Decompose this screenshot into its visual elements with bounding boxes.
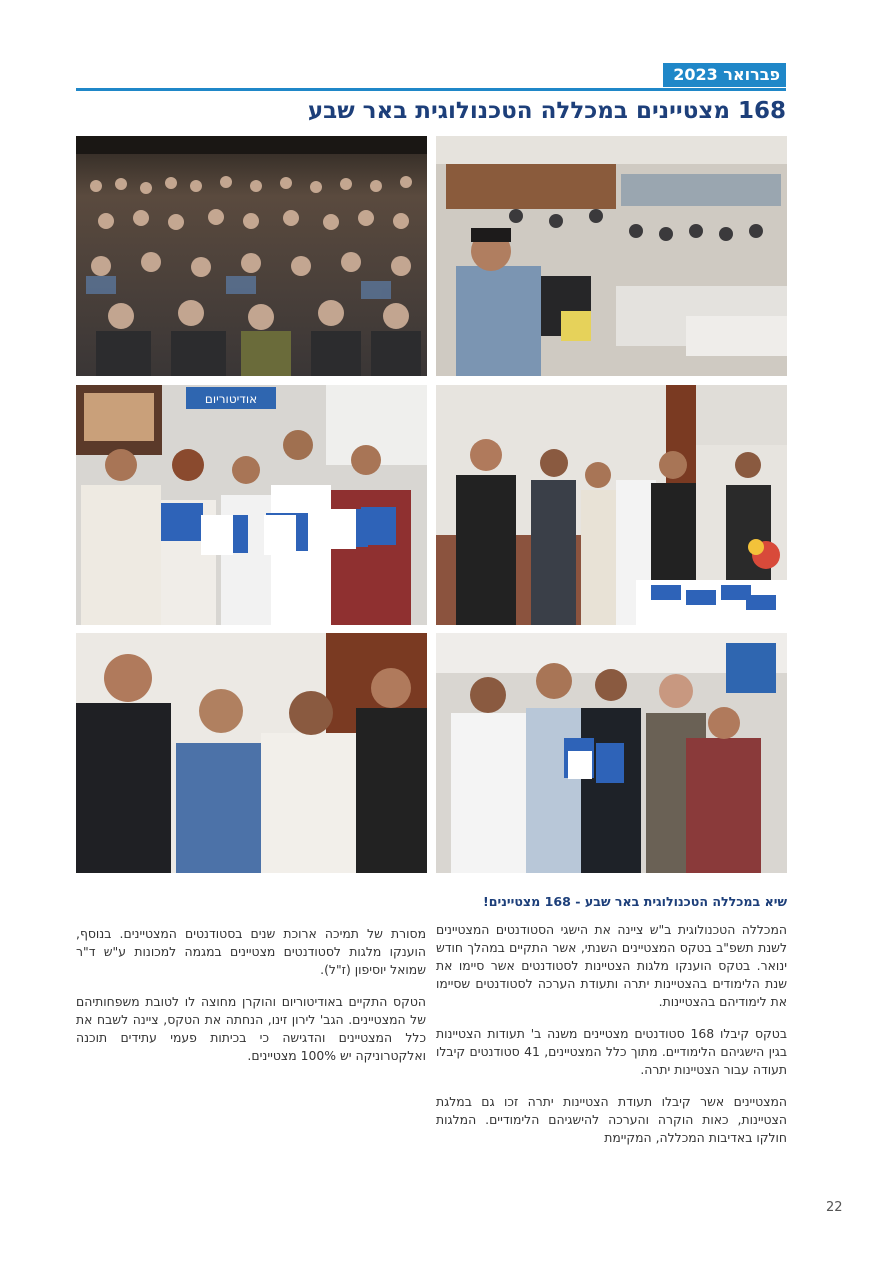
article-column-right (436, 893, 787, 1161)
date-badge: פברואר 2023 (663, 63, 786, 87)
article-paragraph: מסורת של תמיכה ארוכת שנים בסטודנטים המצטיינים. בנוסף, הוענקו מלגות לסטודנטים מצטיינים במגמה למכונות ע"ש ד"ר שמואל יוסיפון (ז"ל). (76, 926, 426, 977)
photo-group-certificates (436, 633, 787, 873)
article-paragraph: המצטיינים אשר קיבלו תעודת הצטיינות יתרה זכו גם במלגת הצטיינות, כאות הוקרה והערכה להישגיהם הלימודיים. המלגות חולקו באדיבות המכללה, המקיימת (436, 1094, 787, 1145)
article-paragraph: בטקס קיבלו 168 סטודנטים מצטיינים משנה ב' תעודות הצטיינות בגין הישגיהם הלימודיים. מתוך כלל המצטיינים, 41 סטודנטים קיבלו תעודה עבור הצטיינות יתרה. (436, 1026, 787, 1077)
auditorium-sign: אודיטוריום (204, 392, 258, 406)
photo-handshake (76, 633, 427, 873)
photo-classroom-audience (436, 136, 787, 376)
article-subheading: שיא במכללה הטכנולוגית באר שבע - 168 מצטיינים! (483, 894, 787, 909)
article-column-left (76, 925, 426, 1079)
article-paragraph: המכללה הטכנולוגית ב"ש ציינה את הישגי הסטודנטים המצטיינים לשנת תשפ"ב בטקס המצטיינים השנתי, אשר התקיים במהלך חודש ינואר. בטקס הוענקו מלגות הצטיינות לסטודנטים אשר סיימו את שנת הלימודים בהצטיינות יתרה ותעודת הערכה לסטודנטים שסיימו את לימודיהם בהצטיינות. (436, 922, 787, 1009)
photo-award-presentation (436, 385, 787, 625)
photo-students-certificates (76, 385, 427, 625)
header-rule (76, 88, 786, 91)
photo-auditorium-crowd (76, 136, 427, 376)
page-number: 22 (826, 1200, 843, 1215)
page-title: 168 מצטיינים במכללה הטכנולוגית באר שבע (307, 98, 786, 124)
article-paragraph: הטקס התקיים באודיטוריום והוקרן מחוצה לו לטובת משפחותיהם של המצטיינים. הגב' לירון זינו, הנחתה את הטקס, ציינה לשבח את כלל המצטיינים והדגישה כי בכיתות פעמי עתידים תוכנה ואלקטרוניקה יש 100% מצטיינים. (76, 994, 426, 1063)
